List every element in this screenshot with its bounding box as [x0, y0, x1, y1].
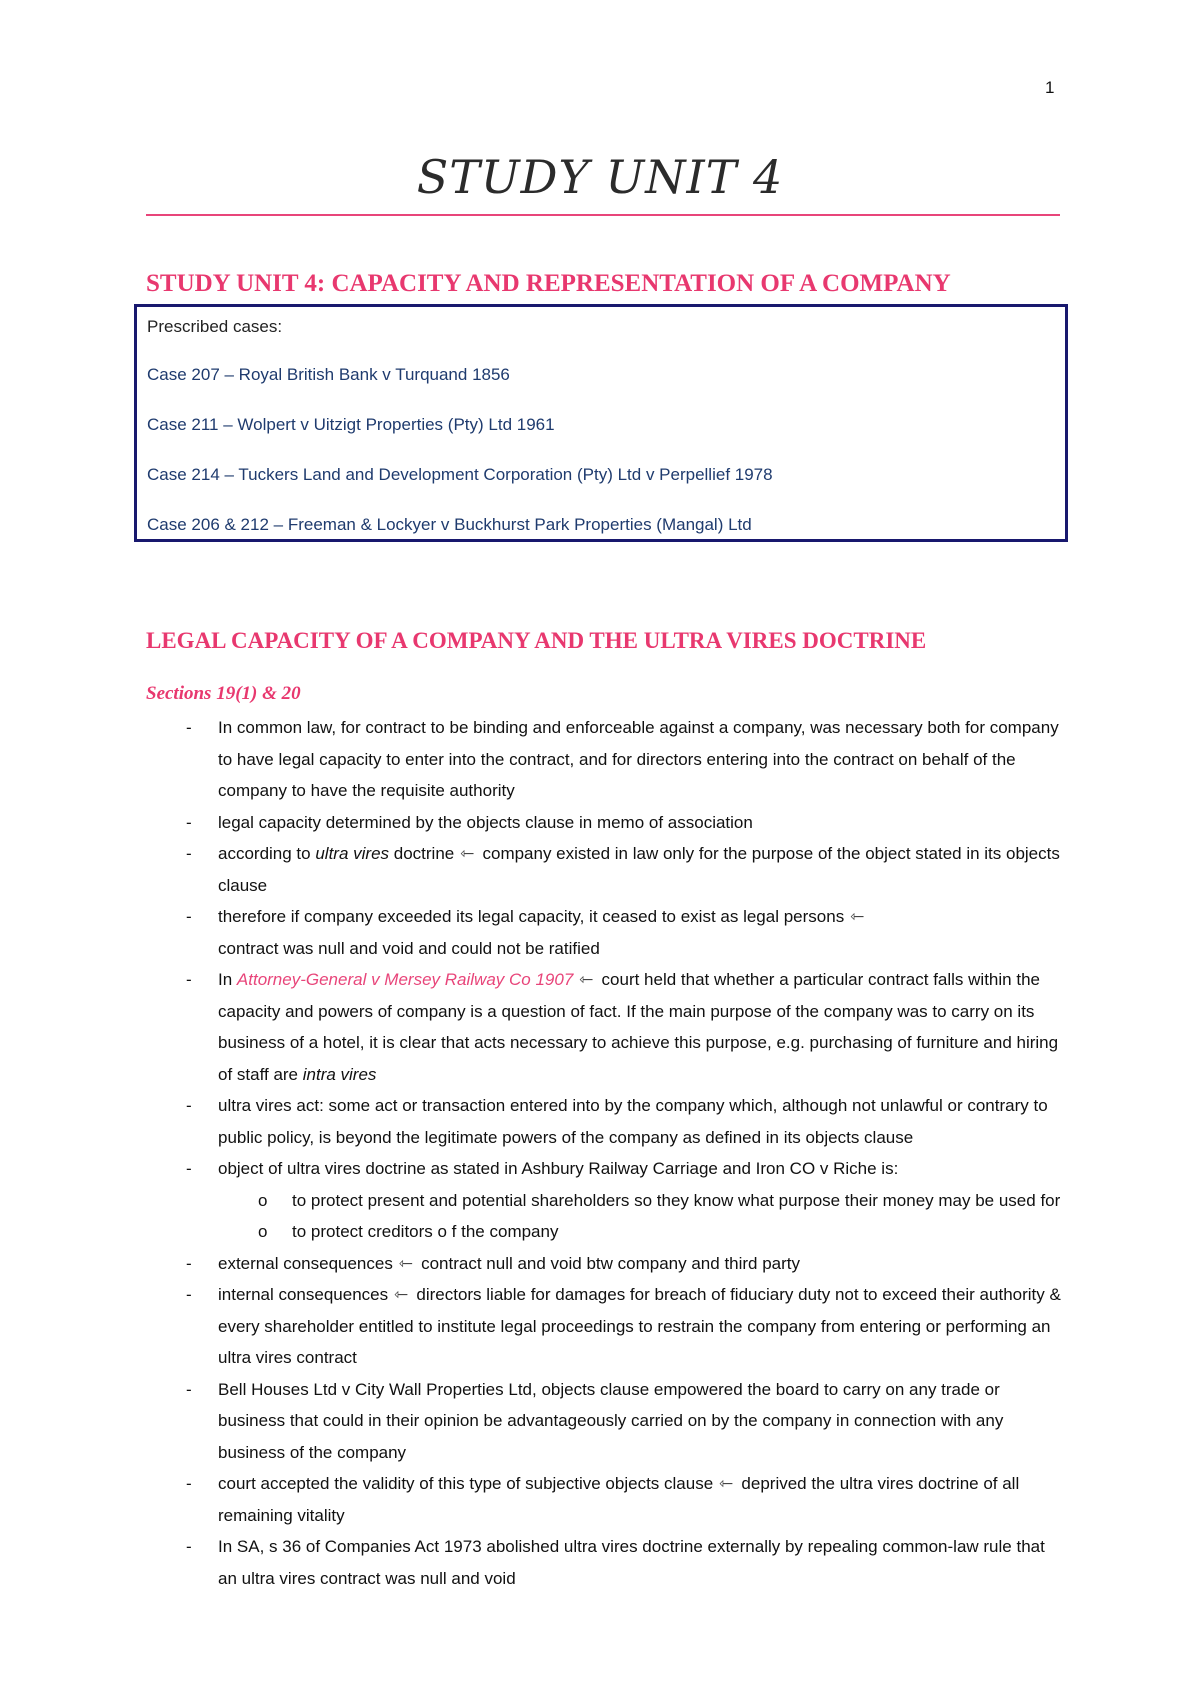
- list-item: [146, 964, 1066, 1090]
- case-reference-link[interactable]: Attorney-General v Mersey Railway Co 1907: [236, 970, 574, 989]
- list-item-text: therefore if company exceeded its legal capacity, it ceased to exist as legal persons: [218, 907, 845, 926]
- circle-marker: o: [258, 1190, 268, 1210]
- list-item: [146, 1374, 1066, 1469]
- dash-marker: -: [186, 907, 192, 926]
- dash-marker: -: [186, 1537, 192, 1556]
- list-item-text: In SA, s 36 of Companies Act 1973 abolished ultra vires doctrine externally by repealing common-law rule that an ultra vires contract was null and void: [218, 1537, 1045, 1588]
- list-item-text: court accepted the validity of this type of subjective objects clause: [218, 1474, 714, 1493]
- page-number: 1: [1045, 78, 1055, 97]
- list-item-text: In: [218, 970, 237, 989]
- sub-list-item-text: to protect present and potential shareholders so they know what purpose their money may be used for: [292, 1190, 1061, 1210]
- list-item: [146, 1531, 1066, 1594]
- dash-marker: -: [186, 1379, 192, 1399]
- list-item: [146, 1248, 1066, 1280]
- arrow-icon: ⇽: [719, 1474, 734, 1493]
- list-item-text: deprived the ultra vires doctrine of all remaining vitality: [218, 1474, 1020, 1525]
- arrow-icon: ⇽: [460, 844, 475, 863]
- emphasis-text: ultra vires: [315, 844, 390, 863]
- list-item: [146, 1468, 1066, 1531]
- list-item: [146, 1090, 1066, 1153]
- list-item: [146, 807, 1066, 839]
- prescribed-cases-label: Prescribed cases:: [147, 317, 283, 336]
- list-item: [146, 901, 1066, 964]
- emphasis-text: intra vires: [302, 1064, 377, 1084]
- list-item: [146, 838, 1066, 901]
- dash-marker: -: [186, 812, 192, 832]
- sub-list-item-text: to protect creditors o f the company: [292, 1222, 559, 1241]
- list-item-text: directors liable for damages for breach of fiduciary duty not to exceed their authority & every shareholder entitled to institute legal proceedings to restrain the company from entering or performing an ultra vires contract: [218, 1285, 1061, 1367]
- section-heading: LEGAL CAPACITY OF A COMPANY AND THE ULTRA VIRES DOCTRINE: [146, 628, 927, 653]
- dash-marker: -: [186, 844, 192, 863]
- unit-heading: STUDY UNIT 4: CAPACITY AND REPRESENTATION OF A COMPANY: [146, 270, 951, 297]
- dash-marker: -: [186, 1096, 192, 1115]
- list-item-text: court held that whether a particular contract falls within the capacity and powers of company is a question of fact. If the main purpose of the company was to carry on its business of a hotel, it is clear that acts necessary to achieve this purpose, e.g. purchasing of furniture and hiring of staff are: [218, 970, 1059, 1084]
- list-item-text: contract was null and void and could not be ratified: [218, 938, 600, 958]
- list-item-text: legal capacity determined by the objects clause in memo of association: [218, 812, 753, 832]
- list-item-text: ultra vires act: some act or transaction entered into by the company which, although not unlawful or contrary to public policy, is beyond the legitimate powers of the company as defined in its objects clause: [218, 1096, 1048, 1147]
- sub-list-item: [146, 1216, 1066, 1248]
- bullet-list: [146, 712, 1066, 1594]
- dash-marker: -: [186, 1159, 192, 1178]
- prescribed-cases-box: [134, 304, 1068, 542]
- list-item: [146, 712, 1066, 807]
- list-item-text: external consequences: [218, 1253, 393, 1273]
- circle-marker: o: [258, 1222, 268, 1241]
- dash-marker: -: [186, 1253, 192, 1273]
- list-item-text: Bell Houses Ltd v City Wall Properties Ltd, objects clause empowered the board to carry on any trade or business that could in their opinion be advantageously carried on by the company in connection with any business of the company: [218, 1379, 1004, 1462]
- list-item-text: doctrine: [389, 844, 455, 863]
- arrow-icon: ⇽: [394, 1285, 409, 1304]
- case-item: Case 214 – Tuckers Land and Development Corporation (Pty) Ltd v Perpellief 1978: [147, 465, 773, 484]
- sub-list-item: [146, 1185, 1066, 1217]
- list-item-text: according to: [218, 844, 316, 863]
- list-item: [146, 1153, 1066, 1185]
- sections-subheading: Sections 19(1) & 20: [146, 683, 301, 704]
- arrow-icon: ⇽: [398, 1253, 414, 1273]
- dash-marker: -: [186, 1474, 192, 1493]
- list-item-text: object of ultra vires doctrine as stated in Ashbury Railway Carriage and Iron CO v Riche is:: [218, 1159, 899, 1178]
- arrow-icon: ⇽: [850, 907, 865, 926]
- arrow-icon: ⇽: [579, 970, 594, 989]
- case-item: Case 206 & 212 – Freeman & Lockyer v Buckhurst Park Properties (Mangal) Ltd: [147, 515, 752, 534]
- dash-marker: -: [186, 970, 192, 989]
- list-item-text: contract null and void btw company and third party: [421, 1253, 801, 1273]
- page-title: STUDY UNIT 4: [416, 150, 784, 204]
- list-item: [146, 1279, 1066, 1374]
- title-divider: [146, 214, 1060, 216]
- list-item-text: internal consequences: [218, 1285, 389, 1304]
- list-item-text: In common law, for contract to be binding and enforceable against a company, was necessary both for company to have legal capacity to enter into the contract, and for directors entering into the contract on behalf of the company to have the requisite authority: [218, 718, 1059, 800]
- case-item: Case 207 – Royal British Bank v Turquand 1856: [147, 365, 510, 384]
- list-item-text: company existed in law only for the purpose of the object stated in its objects clause: [218, 844, 1060, 895]
- case-item: Case 211 – Wolpert v Uitzigt Properties (Pty) Ltd 1961: [147, 415, 555, 434]
- dash-marker: -: [186, 1285, 192, 1304]
- dash-marker: -: [186, 718, 192, 737]
